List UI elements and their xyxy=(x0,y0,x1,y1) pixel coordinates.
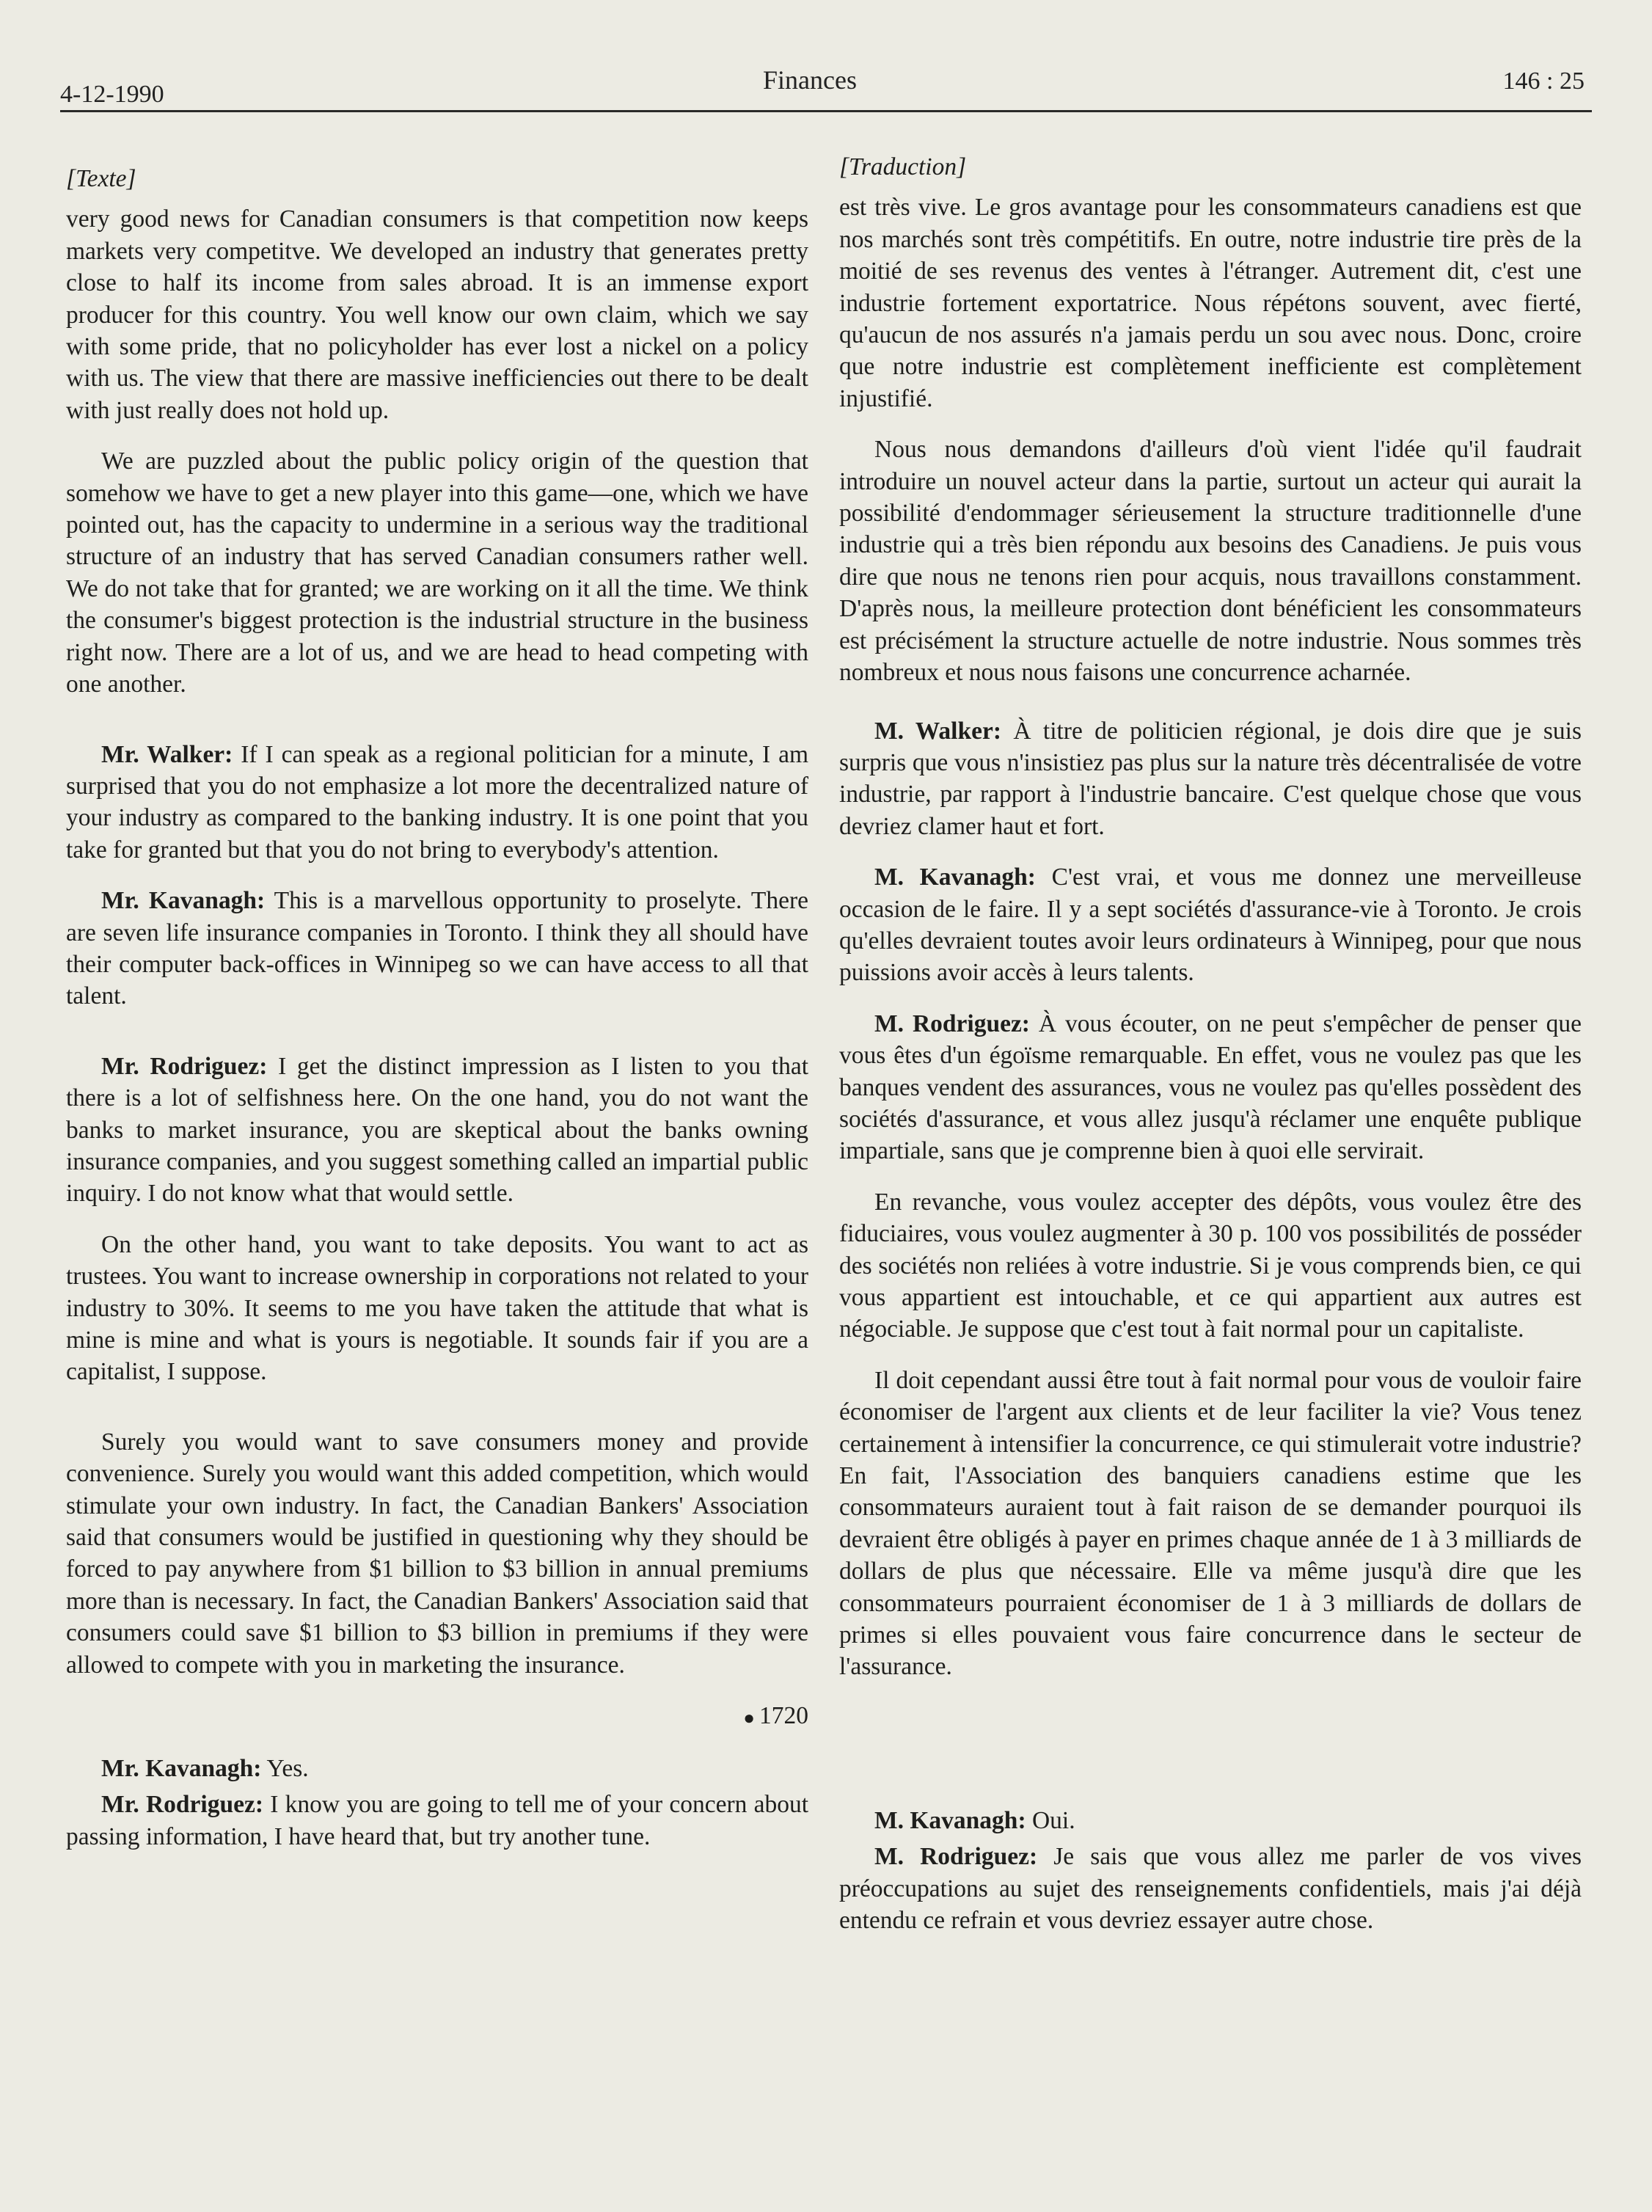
paragraph xyxy=(66,445,808,700)
column-french xyxy=(839,151,1582,1956)
paragraph-text: I know you are going to tell me of your concern about passing information, I have heard that, but try another tune. xyxy=(66,1791,809,1850)
paragraph-text: C'est vrai, et vous me donnez une merveilleuse occasion de le faire. Il y a sept sociétés d'assurance-vie à Toronto. Je crois qu'elles devraient toutes avoir leurs ordinateurs à Winnipeg, pour que nous puissions avoir accès à leurs talents. xyxy=(839,864,1582,987)
speaker-name: M. Kavanagh: xyxy=(874,864,1036,891)
language-label: [Texte] xyxy=(66,165,136,192)
speaker-name: Mr. Kavanagh: xyxy=(101,887,266,915)
paragraph-text: We are puzzled about the public policy origin of the question that somehow we have to get a new player into this game—one, which we have pointed out, has the capacity to undermine in a serious way the traditional structure of an industry that has served Canadian consumers rather well. We do not take that for granted; we are working on it all the time. We think the consumer's biggest protection is the industrial structure in the business right now. There are a lot of us, and we are head to head competing with one another. xyxy=(66,448,808,698)
paragraph-text: En revanche, vous voulez accepter des dépôts, vous voulez être des fiduciaires, vous voulez augmenter à 30 p. 100 vos possibilités de posséder des sociétés non reliées à votre industrie. Si je vous comprends bien, ce qui vous appartient est intouchable, et ce qui appartient aux autres est négociable. Je suppose que c'est tout à fait normal pour un capitaliste. xyxy=(839,1188,1582,1343)
paragraph xyxy=(66,203,808,426)
time-marker xyxy=(66,1700,808,1734)
speaker-name: Mr. Rodriguez: xyxy=(101,1791,264,1819)
time-marker-text: 1720 xyxy=(759,1702,808,1730)
paragraph-text: À vous écouter, on ne peut s'empêcher de penser que vous êtes d'un égoïsme remarquable. En effet, vous ne voulez pas que les banques vendent des assurances, vous ne voulez pas qu'elles possèdent des sociétés d'assurance, et vous allez jusqu'à réclamer une enquête publique impartiale, sans que je comprenne bien à quoi elle servirait. xyxy=(839,1010,1582,1165)
paragraph xyxy=(66,1229,808,1388)
paragraph xyxy=(66,1789,808,1853)
paragraph-text: This is a marvellous opportunity to proselyte. There are seven life insurance companies in Toronto. I think they all should have their computer back-offices in Winnipeg so we can have access to all that talent. xyxy=(66,887,808,1010)
paragraph-text: Nous nous demandons d'ailleurs d'où vient l'idée qu'il faudrait introduire un nouvel acteur dans la partie, surtout un acteur qui aurait la possibilité d'endommager sérieusement la structure traditionnelle d'une industrie qui a très bien répondu aux besoins des Canadiens. Je puis vous dire que nous ne tenons rien pour acquis, nous travaillons constamment. D'après nous, la meilleure protection dont bénéficient les consommateurs est précisément la structure actuelle de notre industrie. Nous sommes très nombreux et nous nous faisons une concurrence acharnée. xyxy=(839,436,1582,687)
paragraph xyxy=(66,1753,808,1784)
header-rule xyxy=(60,110,1592,112)
speaker-name: M. Kavanagh: xyxy=(874,1806,1026,1834)
speaker-name: Mr. Walker: xyxy=(101,740,233,768)
paragraph-text: Yes. xyxy=(266,1755,309,1783)
paragraph xyxy=(66,1051,808,1210)
speaker-name: M. Rodriguez: xyxy=(874,1010,1030,1037)
paragraph xyxy=(839,434,1582,688)
paragraph xyxy=(839,715,1582,843)
header-title: Finances xyxy=(763,65,857,95)
paragraph xyxy=(839,1841,1582,1936)
paragraph xyxy=(66,885,808,1012)
paragraph-text: I get the distinct impression as I listen to you that there is a lot of selfishness here. On the one hand, you do not want the banks to market insurance, you are skeptical about the banks owning insurance companies, and you suggest something called an impartial public inquiry. I do not know what that would settle. xyxy=(66,1052,809,1208)
paragraph-text: est très vive. Le gros avantage pour les consommateurs canadiens est que nos marchés sont très compétitifs. En outre, notre industrie tire près de la moitié de ses revenus des ventes à l'étranger. Autrement dit, c'est une industrie fortement exportatrice. Nous répétons souvent, avec fierté, qu'aucun de nos assurés n'a jamais perdu un sou avec nous. Donc, croire que notre industrie est complètement inefficiente est complètement injustifié. xyxy=(839,194,1582,412)
paragraph-text: À titre de politicien régional, je dois dire que je suis surpris que vous n'insistiez pas plus sur la nature très décentralisée de votre industrie, par rapport à l'industrie bancaire. C'est quelque chose que vous devriez clamer haut et fort. xyxy=(839,717,1582,840)
paragraph xyxy=(839,1805,1582,1836)
paragraph-text: Il doit cependant aussi être tout à fait normal pour vous de vouloir faire économiser de l'argent aux clients et de leur faciliter la vie? Vous tenez certainement à intensifier la concurrence, ce qui stimulerait votre industrie? En fait, l'Association des banquiers canadiens estime que les consommateurs auraient tout à fait raison de se demander pourquoi ils devraient être obligés à payer en primes chaque année de 1 à 3 milliards de dollars de plus que nécessaire. Elle va même jusqu'à dire que les consommateurs pourraient économiser de 1 à 3 milliards de dollars de primes si elles pouvaient vous faire concurrence dans le secteur de l'assurance. xyxy=(839,1366,1582,1681)
speaker-name: M. Rodriguez: xyxy=(874,1843,1038,1871)
paragraph-text: very good news for Canadian consumers is that competition now keeps markets very competitve. We developed an industry that generates pretty close to half its income from sales abroad. It is an immense export producer for this country. You well know our own claim, which we say with some pride, that no policyholder has ever lost a nickel on a policy with us. The view that there are massive inefficiencies out there to be dealt with just really does not hold up. xyxy=(66,205,808,424)
language-label: [Traduction] xyxy=(839,153,967,180)
paragraph-text: Je sais que vous allez me parler de vos vives préoccupations au sujet des renseignements confidentiels, mais j'ai déjà entendu ce refrain et vous devriez essayer autre chose. xyxy=(839,1843,1582,1935)
paragraph-text: Oui. xyxy=(1031,1806,1075,1834)
speaker-name: Mr. Rodriguez: xyxy=(101,1052,268,1080)
speaker-name: Mr. Kavanagh: xyxy=(101,1755,262,1783)
speaker-name: M. Walker: xyxy=(874,717,1001,745)
paragraph-text: On the other hand, you want to take deposits. You want to act as trustees. You want to increase ownership in corporations not related to your industry to 30%. It seems to me you have taken the attitude that what is mine is mine and what is yours is negotiable. It sounds fair if you are a capitalist, I suppose. xyxy=(66,1230,808,1386)
paragraph xyxy=(839,1365,1582,1683)
paragraph xyxy=(839,1008,1582,1167)
bullet-icon: ● xyxy=(743,1707,755,1729)
paragraph xyxy=(839,1186,1582,1346)
paragraph-text: Surely you would want to save consumers money and provide convenience. Surely you would want this added competition, which would stimulate your own industry. In fact, the Canadian Bankers' Association said that consumers would be justified in questioning why they should be forced to pay anywhere from $1 billion to $3 billion in annual premiums more than is necessary. In fact, the Canadian Bankers' Association said that consumers could save $1 billion to $3 billion in premiums if they were allowed to compete with you in marketing the insurance. xyxy=(66,1428,808,1679)
header-page-number: 146 : 25 xyxy=(1502,67,1585,95)
header-date: 4-12-1990 xyxy=(60,81,164,108)
paragraph xyxy=(839,191,1582,415)
paragraph-text: If I can speak as a regional politician for a minute, I am surprised that you do not emphasize a lot more the decentralized nature of your industry as compared to the banking industry. It is one point that you take for granted but that you do not bring to everybody's attention. xyxy=(66,740,809,864)
paragraph xyxy=(66,1426,808,1681)
column-english xyxy=(66,163,808,1872)
paragraph xyxy=(839,861,1582,989)
paragraph xyxy=(66,739,808,866)
